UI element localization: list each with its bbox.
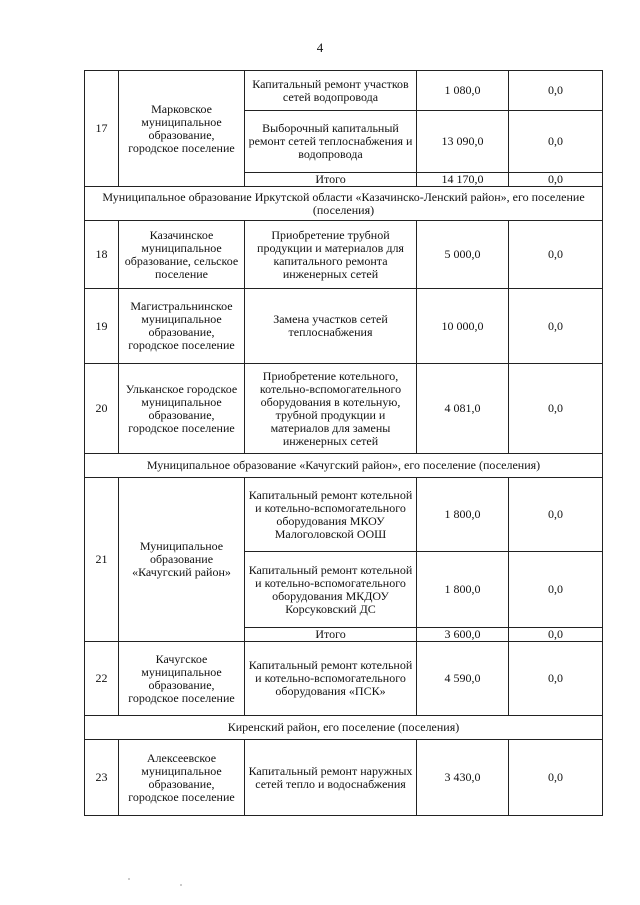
page-number: 4 [316,40,324,55]
table-row [85,642,603,716]
work-description: Капитальный ремонт котельной и котельно-вспомогательного оборудования МКДОУ Корсуковский ДС [245,552,417,628]
municipality-name: Марковское муниципальное образование, городское поселение [119,71,245,187]
total-amount: 3 600,0 [417,628,509,642]
work-description: Приобретение трубной продукции и материалов для капитального ремонта инженерных сетей [245,221,417,289]
extra-amount-cell: 0,0 [509,740,603,816]
amount-cell: 1 800,0 [417,552,509,628]
amount-cell: 1 800,0 [417,478,509,552]
row-number: 20 [85,364,119,454]
amount-cell: 3 430,0 [417,740,509,816]
amount-cell: 1 080,0 [417,71,509,111]
section-heading: Муниципальное образование «Качугский район», его поселение (поселения) [85,454,603,478]
municipality-name: Магистральнинское муниципальное образование, городское поселение [119,289,245,364]
section-heading: Муниципальное образование Иркутской области «Казачинско-Ленский район», его поселение (поселения) [85,187,603,221]
extra-amount-cell: 0,0 [509,478,603,552]
row-number: 17 [85,71,119,187]
extra-amount-cell: 0,0 [509,289,603,364]
total-amount: 14 170,0 [417,173,509,187]
municipality-name: Муниципальное образование «Качугский район» [119,478,245,642]
extra-amount-cell: 0,0 [509,221,603,289]
section-row [85,716,603,740]
table-row [85,289,603,364]
total-extra-amount: 0,0 [509,628,603,642]
table-row [85,221,603,289]
amount-cell: 13 090,0 [417,111,509,173]
section-row [85,454,603,478]
municipality-name: Качугское муниципальное образование, городское поселение [119,642,245,716]
table-row [85,740,603,816]
extra-amount-cell: 0,0 [509,552,603,628]
work-description: Выборочный капитальный ремонт сетей теплоснабжения и водопровода [245,111,417,173]
row-number: 18 [85,221,119,289]
amount-cell: 5 000,0 [417,221,509,289]
section-heading: Киренский район, его поселение (поселения) [85,716,603,740]
municipality-name: Ульканское городское муниципальное образование, городское поселение [119,364,245,454]
work-description: Капитальный ремонт наружных сетей тепло и водоснабжения [245,740,417,816]
work-description: Капитальный ремонт участков сетей водопровода [245,71,417,111]
table-row [85,71,603,111]
subsidy-table [84,70,603,816]
municipality-name: Казачинское муниципальное образование, сельское поселение [119,221,245,289]
work-description: Замена участков сетей теплоснабжения [245,289,417,364]
extra-amount-cell: 0,0 [509,111,603,173]
section-row [85,187,603,221]
total-label: Итого [245,173,417,187]
work-description: Капитальный ремонт котельной и котельно-вспомогательного оборудования МКОУ Малоголовской ООШ [245,478,417,552]
amount-cell: 10 000,0 [417,289,509,364]
table-row [85,364,603,454]
extra-amount-cell: 0,0 [509,364,603,454]
amount-cell: 4 081,0 [417,364,509,454]
table-row [85,478,603,552]
scan-speck [180,884,182,886]
row-number: 21 [85,478,119,642]
row-number: 19 [85,289,119,364]
row-number: 23 [85,740,119,816]
work-description: Приобретение котельного, котельно-вспомогательного оборудования в котельную, трубной продукции и материалов для замены инженерных сетей [245,364,417,454]
extra-amount-cell: 0,0 [509,71,603,111]
row-number: 22 [85,642,119,716]
municipality-name: Алексеевское муниципальное образование, городское поселение [119,740,245,816]
extra-amount-cell: 0,0 [509,642,603,716]
work-description: Капитальный ремонт котельной и котельно-вспомогательного оборудования «ПСК» [245,642,417,716]
amount-cell: 4 590,0 [417,642,509,716]
scan-speck [128,878,130,880]
total-extra-amount: 0,0 [509,173,603,187]
total-label: Итого [245,628,417,642]
